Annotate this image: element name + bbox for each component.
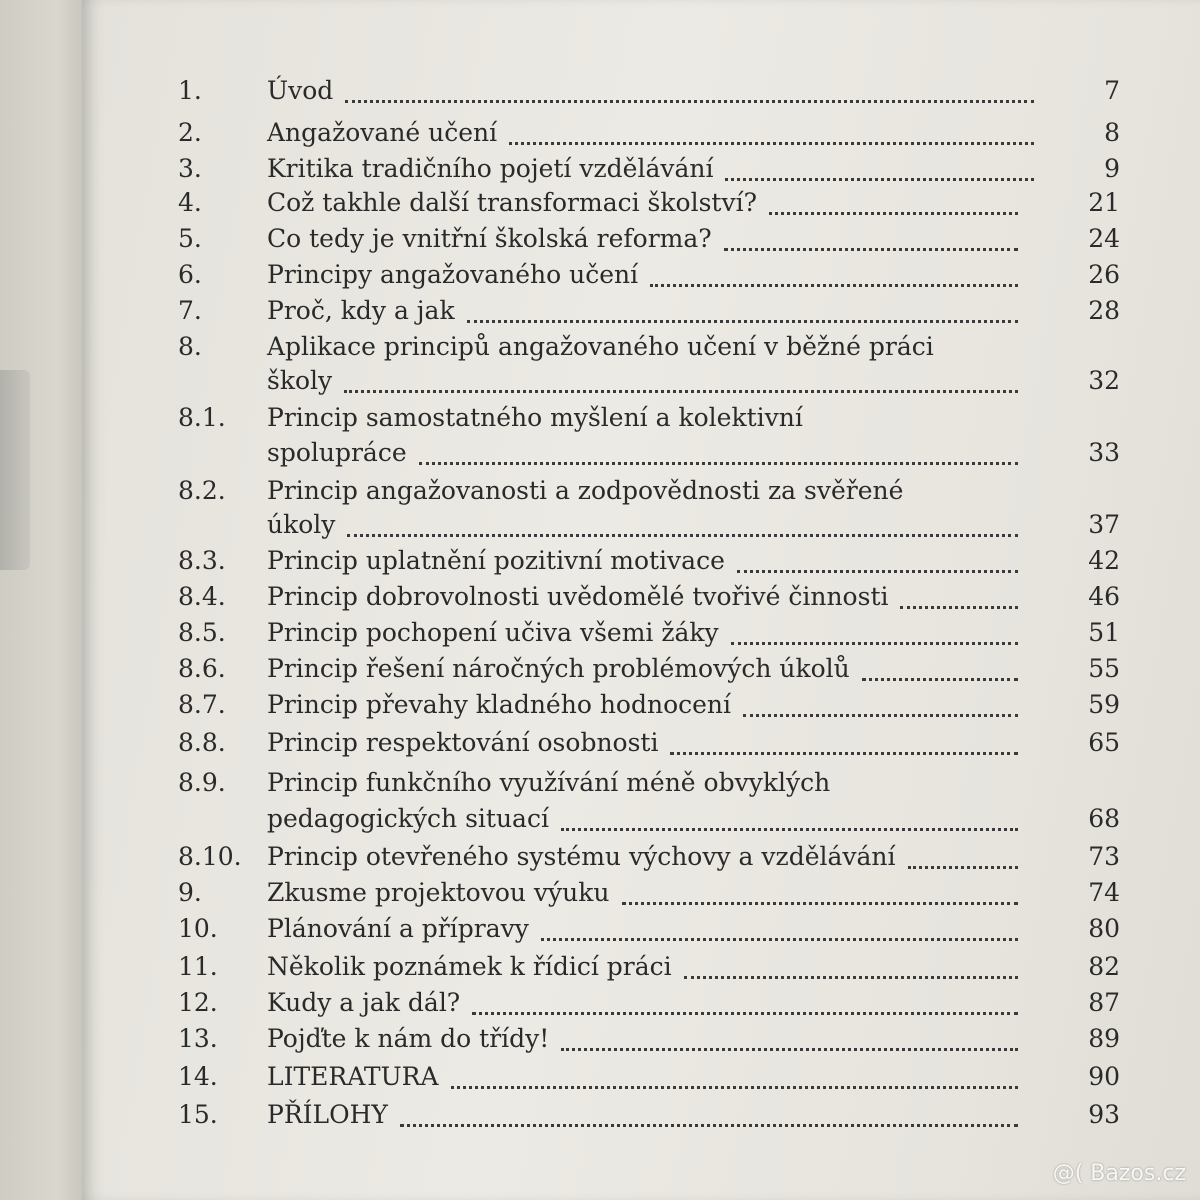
toc-title-continued: úkoly <box>267 510 336 539</box>
toc-title-continued: pedagogických situací <box>267 804 549 833</box>
toc-page-number: 55 <box>1088 654 1120 683</box>
toc-number: 3. <box>178 154 202 183</box>
dot-leader <box>862 678 1018 681</box>
toc-page-number: 46 <box>1088 582 1120 611</box>
dot-leader <box>344 390 1018 393</box>
dot-leader <box>541 938 1018 941</box>
dot-leader <box>345 100 1034 103</box>
toc-title: Princip samostatného myšlení a kolektivní <box>267 403 803 432</box>
toc-number: 10. <box>178 914 218 943</box>
toc-title: Co tedy je vnitřní školská reforma? <box>267 224 712 253</box>
dot-leader <box>561 1048 1018 1051</box>
toc-title: Princip respektování osobnosti <box>267 728 659 757</box>
dot-leader <box>451 1086 1019 1089</box>
toc-page-number: 9 <box>1104 154 1120 183</box>
toc-number: 8.6. <box>178 654 226 683</box>
toc-page-number: 42 <box>1088 546 1120 575</box>
toc-title: Zkusme projektovou výuku <box>267 878 610 907</box>
toc-title: Kritika tradičního pojetí vzdělávání <box>267 154 714 183</box>
toc-page-number: 90 <box>1088 1062 1120 1091</box>
toc-page-number: 33 <box>1088 438 1120 467</box>
toc-page-number: 74 <box>1088 878 1120 907</box>
toc-title: Plánování a přípravy <box>267 914 529 943</box>
dot-leader <box>650 284 1018 287</box>
toc-number: 4. <box>178 188 202 217</box>
toc-number: 1. <box>178 76 202 105</box>
toc-title: Princip angažovanosti a zodpovědnosti za svěřené <box>267 476 904 505</box>
dot-leader <box>737 570 1018 573</box>
toc-title: Pojďte k nám do třídy! <box>267 1024 550 1053</box>
dot-leader <box>561 828 1018 831</box>
dot-leader <box>769 212 1018 215</box>
toc-title: Princip otevřeného systému výchovy a vzdělávání <box>267 842 896 871</box>
dot-leader <box>419 462 1019 465</box>
toc-title: Principy angažovaného učení <box>267 260 639 289</box>
toc-title: Proč, kdy a jak <box>267 296 455 325</box>
dot-leader <box>509 142 1034 145</box>
toc-number: 8.2. <box>178 476 226 505</box>
toc-page-number: 8 <box>1104 118 1120 147</box>
toc-number: 8.3. <box>178 546 226 575</box>
toc-title: Což takhle další transformaci školství? <box>267 188 757 217</box>
toc-title: Aplikace principů angažovaného učení v běžné práci <box>267 332 934 361</box>
toc-page-number: 73 <box>1088 842 1120 871</box>
toc-title: Kudy a jak dál? <box>267 988 461 1017</box>
toc-number: 15. <box>178 1100 218 1129</box>
toc-number: 12. <box>178 988 218 1017</box>
toc-title: Princip uplatnění pozitivní motivace <box>267 546 725 575</box>
dot-leader <box>400 1124 1018 1127</box>
toc-title: Princip řešení náročných problémových úkolů <box>267 654 850 683</box>
toc-title: LITERATURA <box>267 1062 439 1091</box>
toc-page-number: 89 <box>1088 1024 1120 1053</box>
toc-number: 8. <box>178 332 202 361</box>
dot-leader <box>684 976 1019 979</box>
toc-page-number: 59 <box>1088 690 1120 719</box>
toc-page-number: 80 <box>1088 914 1120 943</box>
toc-title: Princip funkčního využívání méně obvyklých <box>267 768 831 797</box>
dot-leader <box>467 320 1019 323</box>
toc-number: 8.1. <box>178 403 226 432</box>
dot-leader <box>900 606 1018 609</box>
toc-number: 8.8. <box>178 728 226 757</box>
toc-page-number: 37 <box>1088 510 1120 539</box>
toc-page-number: 87 <box>1088 988 1120 1017</box>
dot-leader <box>731 642 1019 645</box>
toc-page-number: 82 <box>1088 952 1120 981</box>
toc-title: Princip dobrovolnosti uvědomělé tvořivé činnosti <box>267 582 889 611</box>
toc-page-number: 51 <box>1088 618 1120 647</box>
toc-page-number: 93 <box>1088 1100 1120 1129</box>
toc-page-number: 26 <box>1088 260 1120 289</box>
toc-number: 8.7. <box>178 690 226 719</box>
toc-page-number: 65 <box>1088 728 1120 757</box>
toc-title: PŘÍLOHY <box>267 1100 388 1129</box>
toc-title: Angažované učení <box>267 118 498 147</box>
toc-page-number: 32 <box>1088 366 1120 395</box>
dot-leader <box>347 534 1018 537</box>
watermark: @( Bazos.cz <box>1052 1161 1186 1186</box>
toc-number: 5. <box>178 224 202 253</box>
toc-number: 8.10. <box>178 842 242 871</box>
toc-page-number: 21 <box>1088 188 1120 217</box>
toc-number: 8.9. <box>178 768 226 797</box>
toc-page-number: 68 <box>1088 804 1120 833</box>
toc-number: 7. <box>178 296 202 325</box>
toc-number: 13. <box>178 1024 218 1053</box>
dot-leader <box>743 714 1018 717</box>
toc-title: Několik poznámek k řídicí práci <box>267 952 672 981</box>
dot-leader <box>670 752 1018 755</box>
toc-number: 9. <box>178 878 202 907</box>
toc-page-number: 24 <box>1088 224 1120 253</box>
toc-number: 2. <box>178 118 202 147</box>
dot-leader <box>622 902 1019 905</box>
toc-number: 8.4. <box>178 582 226 611</box>
toc-number: 14. <box>178 1062 218 1091</box>
toc-title: Úvod <box>267 76 334 105</box>
dot-leader <box>725 178 1034 181</box>
toc-page-number: 7 <box>1104 76 1120 105</box>
toc-page-number: 28 <box>1088 296 1120 325</box>
toc-number: 11. <box>178 952 218 981</box>
toc-title: Princip převahy kladného hodnocení <box>267 690 732 719</box>
toc-title-continued: školy <box>267 366 333 395</box>
dot-leader <box>724 248 1019 251</box>
dot-leader <box>472 1012 1018 1015</box>
dot-leader <box>908 866 1019 869</box>
toc-title-continued: spolupráce <box>267 438 407 467</box>
toc-number: 6. <box>178 260 202 289</box>
toc-title: Princip pochopení učiva všemi žáky <box>267 618 719 647</box>
toc-number: 8.5. <box>178 618 226 647</box>
